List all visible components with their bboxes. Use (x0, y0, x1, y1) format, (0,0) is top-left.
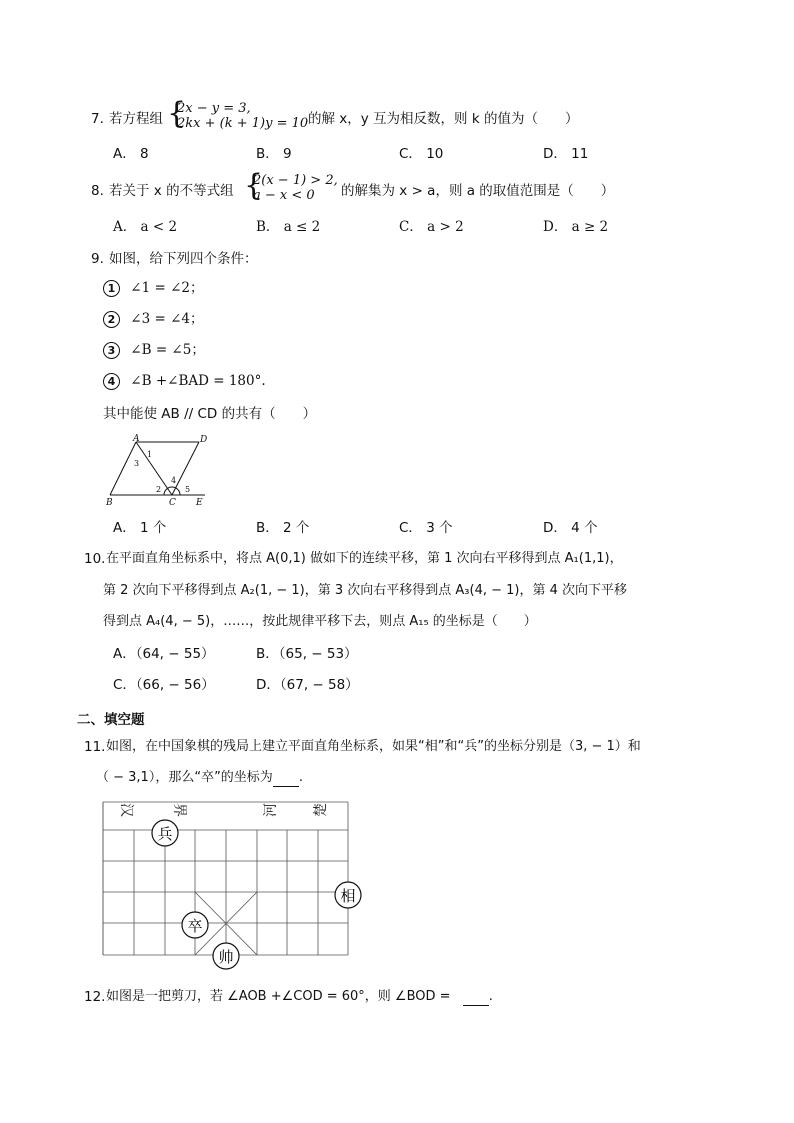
q8-option-a: A． a < 2 (113, 219, 178, 235)
q10-line-3: 得到点 A₄(4, − 5)，……，按此规律平移下去，则点 A₁₅ 的坐标是（ ） (103, 614, 537, 629)
q9-option-d: D． 4 个 (543, 520, 598, 536)
q9-question: 其中能使 AB // CD 的共有（ ） (103, 406, 317, 422)
q12-end: . (488, 989, 493, 1004)
label-a: A (133, 434, 140, 444)
q11-line-1: 如图，在中国象棋的残局上建立平面直角坐标系，如果“相”和“兵”的坐标分别是（3, − 1）和 (106, 739, 641, 754)
label-d: D (200, 435, 208, 445)
angle-arc-c (164, 487, 180, 495)
q9-condition-2 (103, 310, 204, 328)
q7-suffix: 的解 x，y 互为相反数，则 k 的值为（ ） (308, 111, 579, 127)
q11-chess-board-figure (96, 798, 386, 973)
q9-condition-3-text: ∠B = ∠5； (130, 342, 205, 358)
piece-zu-label: 卒 (187, 917, 203, 935)
q9-condition-4 (103, 372, 266, 390)
q9-option-c: C． 3 个 (399, 520, 453, 536)
q12-number: 12. (84, 989, 106, 1005)
circled-number-1: 1 (103, 280, 120, 297)
angle-label-2: 2 (156, 485, 162, 494)
q8-number: 8. (91, 183, 104, 199)
q9-option-b: B． 2 个 (256, 520, 310, 536)
circled-number-4: 4 (103, 373, 120, 390)
q7-option-b: B． 9 (256, 146, 292, 162)
q10-option-d: D．（67, − 58） (256, 677, 359, 693)
q7-brace: { (167, 96, 187, 131)
angle-label-3: 3 (134, 459, 140, 468)
q8-prefix: 若关于 x 的不等式组 (109, 183, 234, 199)
piece-shuai-label: 帅 (218, 948, 234, 966)
label-b: B (106, 498, 113, 508)
piece-xiang-label: 相 (340, 887, 356, 905)
q7-prefix: 若方程组 (109, 111, 163, 127)
label-e: E (196, 498, 203, 508)
q9-condition-4-text: ∠B +∠BAD = 180°. (130, 373, 266, 389)
q7-option-a: A． 8 (113, 146, 149, 162)
q8-inequality-2: a − x < 0 (253, 188, 315, 203)
q8-suffix: 的解集为 x > a，则 a 的取值范围是（ ） (341, 183, 615, 199)
q11-line-2 (96, 769, 303, 787)
q10-option-a: A．（64, − 55） (113, 646, 215, 662)
angle-label-5: 5 (185, 485, 191, 494)
q12-answer-blank[interactable] (463, 991, 489, 1006)
q11-line-2-end: . (298, 770, 303, 785)
board-grid (103, 802, 348, 955)
line-ac (136, 442, 172, 495)
piece-xiang (335, 882, 361, 908)
q12-line (106, 988, 493, 1006)
q9-option-a: A． 1 个 (113, 520, 167, 536)
section-heading-fill-in: 二、填空题 (77, 712, 145, 728)
q8-option-b: B． a ≤ 2 (256, 219, 321, 235)
q9-number: 9. (91, 251, 104, 267)
q7-equation-1: 2x − y = 3, (177, 101, 251, 116)
q10-number: 10. (84, 551, 106, 567)
q11-answer-blank[interactable] (273, 772, 299, 787)
q8-inequality-1: 2(x − 1) > 2, (253, 173, 338, 188)
board-text-he: 河 (263, 803, 279, 817)
piece-bing (152, 820, 178, 846)
q10-option-b: B．（65, − 53） (256, 646, 358, 662)
label-c: C (169, 498, 176, 508)
piece-shuai (213, 943, 239, 969)
line-ab (110, 442, 136, 495)
q7-option-c: C． 10 (399, 146, 444, 162)
angle-label-1: 1 (147, 450, 153, 459)
q10-option-c: C．（66, − 56） (113, 677, 215, 693)
q12-text: 如图是一把剪刀，若 ∠AOB +∠COD = 60°，则 ∠BOD = (106, 989, 451, 1004)
q9-geometry-figure (100, 433, 215, 508)
circled-number-2: 2 (103, 311, 120, 328)
angle-label-4: 4 (171, 476, 177, 485)
q7-option-d: D． 11 (543, 146, 589, 162)
q9-condition-1 (103, 279, 204, 297)
board-text-han: 汉 (118, 803, 134, 817)
q9-condition-1-text: ∠1 = ∠2； (130, 280, 204, 296)
q8-brace: { (244, 168, 264, 203)
q9-condition-3 (103, 341, 205, 359)
q9-condition-2-text: ∠3 = ∠4； (130, 311, 204, 327)
q11-number: 11. (84, 739, 106, 755)
board-text-jie: 界 (171, 803, 187, 817)
q7-equation-2: 2kx + (k + 1)y = 10 (177, 116, 309, 131)
q9-stem: 如图，给下列四个条件： (109, 251, 258, 267)
circled-number-3: 3 (103, 342, 120, 359)
q11-line-2-text: （ − 3,1），那么“卒”的坐标为 (96, 770, 273, 785)
piece-zu (182, 912, 208, 938)
q8-option-c: C． a > 2 (399, 219, 464, 235)
q7-number: 7. (91, 111, 104, 127)
board-text-chu: 楚 (313, 803, 329, 817)
piece-bing-label: 兵 (157, 825, 173, 843)
q10-line-2: 第 2 次向下平移得到点 A₂(1, − 1)，第 3 次向右平移得到点 A₃(4, − 1)，第 4 次向下平移 (103, 583, 628, 598)
q10-line-1: 在平面直角坐标系中，将点 A(0,1) 做如下的连续平移，第 1 次向右平移得到点 A₁(1,1)， (106, 551, 623, 566)
q8-option-d: D． a ≥ 2 (543, 219, 609, 235)
